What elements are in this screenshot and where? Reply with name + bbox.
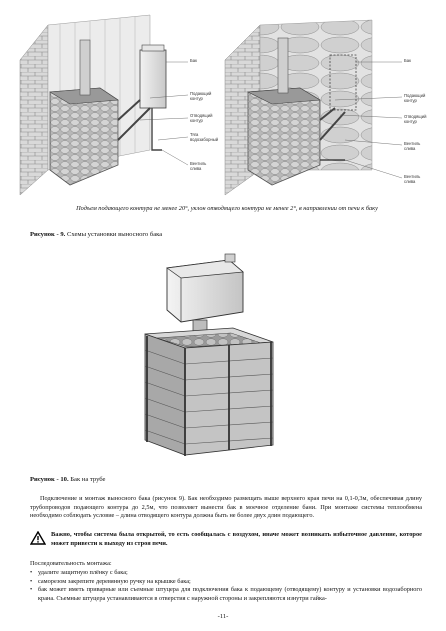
left-scheme: [20, 15, 188, 195]
figure-10-caption-text: Бак на трубе: [68, 476, 106, 483]
callout-right-valve-1: Вентиль слива: [404, 141, 421, 151]
callout-left-tap: Тяга водозаборный: [190, 132, 219, 142]
figure-10-illustration: [133, 250, 293, 470]
callout-right-supply: Подающий контур: [404, 93, 426, 103]
figure-9-illustration: [0, 0, 446, 200]
callout-right-valve-2: Вентиль слива: [404, 174, 421, 184]
list-item: • саморезом закрепите деревянную ручку на крышке бака;: [30, 578, 422, 587]
right-scheme: [225, 20, 402, 195]
figure-10-caption: [30, 476, 106, 483]
callout-left-valve: Вентиль слива: [190, 161, 207, 171]
callout-right-return: Отводящий контур: [404, 114, 427, 124]
figure-10-caption-label: Рисунок - 10.: [30, 476, 69, 483]
figure-9-note: Подъем подающего контура не менее 20°, уклон отводящего контура не менее 2°, в направлении от печи к баку: [76, 205, 378, 212]
body-paragraph: Подключение и монтаж выносного бака (рисунок 9). Бак необходимо размещать выше верхнего края печи на 0,1-0,3м, обеспечивая длину трубопроводов подающего контура до 2,5м, что позволяет вынести бак в моечное отделение бани. При монтаже системы теплообмена необходимо соблюдать условие – длина отводящего контура должна быть не более двух длин подающего.: [30, 495, 422, 520]
callout-left-supply: Подающий контур: [190, 91, 212, 101]
page-number: -11-: [217, 613, 229, 620]
figure-9-caption-text: Схемы установки выносного бака: [65, 231, 163, 238]
warning-text: Важно, чтобы система была открытой, то есть сообщалась с воздухом, иначе может возникать избыточное давление, которое может привести к выходу из строя печи.: [51, 531, 422, 547]
warning-triangle-icon: [30, 531, 46, 545]
install-steps: [30, 569, 422, 603]
callout-left-return: Отводящий контур: [190, 113, 213, 123]
install-heading: Последовательность монтажа:: [30, 560, 112, 567]
figure-9-caption-label: Рисунок - 9.: [30, 231, 66, 238]
list-item: • удалите защитную плёнку с бака;: [30, 569, 422, 578]
figure-9-caption: [30, 231, 162, 238]
list-item: • бак может иметь приварные или съемные штуцера для подключения бака к подающему (отводящему) контуру и установки водозаборного крана. Съемные штуцера устанавливаются в отверстия с наружной стороны и закрепляются изнутри гайка-: [30, 586, 422, 603]
callout-left-tank: Бак: [190, 58, 197, 63]
callout-right-tank: Бак: [404, 58, 411, 63]
